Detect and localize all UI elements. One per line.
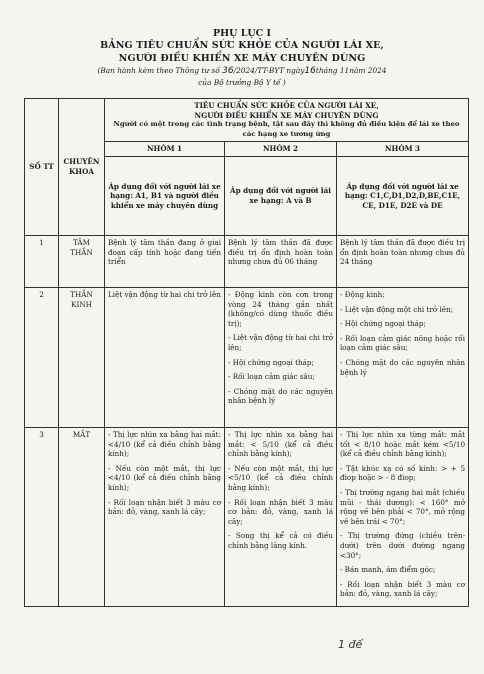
issuance-note: (Ban hành kèm theo Thông tư số 36/2024/TT-BYT ngày16tháng 11năm 2024 [97,66,387,76]
group-3-desc: Áp dụng đối với người lái xe hạng: C1,C,D1,D2,D,BE,C1E, CE, D1E, D2E và DE [337,156,469,235]
standards-description: Người có một trong các tình trạng bệnh, tật sau đây thì không đủ điều kiện để lái xe theo các hạng xe tương ứng [113,120,460,138]
group-2-desc: Áp dụng đối với người lái xe hạng: A và B [225,156,337,235]
circular-number: 36 [222,66,234,76]
table-title-line2: NGƯỜI ĐIỀU KHIỂN XE MÁY CHUYÊN DÙNG [118,52,366,64]
row-2-group-1: Liệt vận động từ hai chi trở lên [105,287,225,427]
table-row [25,287,469,427]
row-1-stt: 1 [25,235,59,287]
row-2-group-3: - Động kinh; - Liệt vận động một chi trở lên; - Hội chứng ngoại tháp; - Rối loạn cảm giác nông hoặc rối loạn cảm giác sâu; - Chóng mặt do các nguyên nhân bệnh lý [337,287,469,427]
row-2-specialty: THẦN KINH [59,287,105,427]
document-header [0,28,484,88]
group-1-name: NHÓM 1 [105,142,225,157]
appendix-title: PHỤ LỤC I [213,28,271,39]
page-initial-mark: 1 đế [338,638,363,651]
standards-title-2: NGƯỜI ĐIỀU KHIỂN XE MÁY CHUYÊN DÙNG [194,110,379,120]
health-standards-table [24,98,469,607]
standards-header [105,99,469,142]
row-1-specialty: TÂM THẦN [59,235,105,287]
row-3-group-2: - Thị lực nhìn xa bằng hai mắt: < 5/10 (kể cả điều chỉnh bằng kính); - Nếu còn một mắt, thị lực <5/10 (kể cả điều chỉnh bằng kính); - Rối loạn nhận biết 3 màu cơ bản: đỏ, vàng, xanh lá cây; - Song thị kể cả có điều chỉnh bằng lăng kính. [225,427,337,606]
row-2-group-2: - Động kinh còn cơn trong vòng 24 tháng gần nhất (không/có dùng thuốc điều trị); - Liệt vận động từ hai chi trở lên; - Hội chứng ngoại tháp; - Rối loạn cảm giác sâu; - Chóng mặt do các nguyên nhân bệnh lý [225,287,337,427]
group-2-name: NHÓM 2 [225,142,337,157]
table-row [25,427,469,606]
row-1-group-1: Bệnh lý tâm thần đang ở giai đoạn cấp tính hoặc đang tiến triển [105,235,225,287]
row-3-group-1: - Thị lực nhìn xa bằng hai mắt: <4/10 (kể cả điều chỉnh bằng kính); - Nếu còn một mắt, thị lực <4/10 (kể cả điều chỉnh bằng kính); - Rối loạn nhận biết 3 màu cơ bản: đỏ, vàng, xanh lá cây; [105,427,225,606]
group-3-name: NHÓM 3 [337,142,469,157]
row-3-stt: 3 [25,427,59,606]
table-header-row [25,99,469,142]
col-stt-header: SỐ TT [25,99,59,236]
issue-day: 16 [304,66,316,76]
standards-title-1: TIÊU CHUẨN SỨC KHỎE CỦA NGƯỜI LÁI XE, [194,101,379,110]
row-1-group-3: Bệnh lý tâm thần đã được điều trị ổn định hoàn toàn nhưng chưa đủ 24 tháng [337,235,469,287]
row-2-stt: 2 [25,287,59,427]
row-1-group-2: Bệnh lý tâm thần đã được điều trị ổn định hoàn toàn nhưng chưa đủ 06 tháng [225,235,337,287]
table-row [25,235,469,287]
col-specialty-header: CHUYÊN KHOA [59,99,105,236]
row-3-group-3: - Thị lực nhìn xa từng mắt: mắt tốt < 8/10 hoặc mắt kém <5/10 (kể cả điều chỉnh bằng kính); - Tật khúc xạ có số kính: > + 5 điop hoặc > - 8 điop; - Thị trường ngang hai mắt (chiều mũi - thái dương): < 160° mở rộng về bên phải < 70°, mở rộng về bên trái < 70°; - Thị trường đứng (chiều trên-dưới) trên dưới đường ngang <30°; - Bán manh, ám điểm góc; - Rối loạn nhận biết 3 màu cơ bản: đỏ, vàng, xanh lá cây; [337,427,469,606]
group-1-desc: Áp dụng đối với người lái xe hạng: A1, B1 và người điều khiển xe máy chuyên dùng [105,156,225,235]
table-title-line1: BẢNG TIÊU CHUẨN SỨC KHỎE CỦA NGƯỜI LÁI XE, [100,40,384,51]
row-3-specialty: MẮT [59,427,105,606]
issuance-note-line2: của Bộ trưởng Bộ Y tế ) [198,78,286,87]
